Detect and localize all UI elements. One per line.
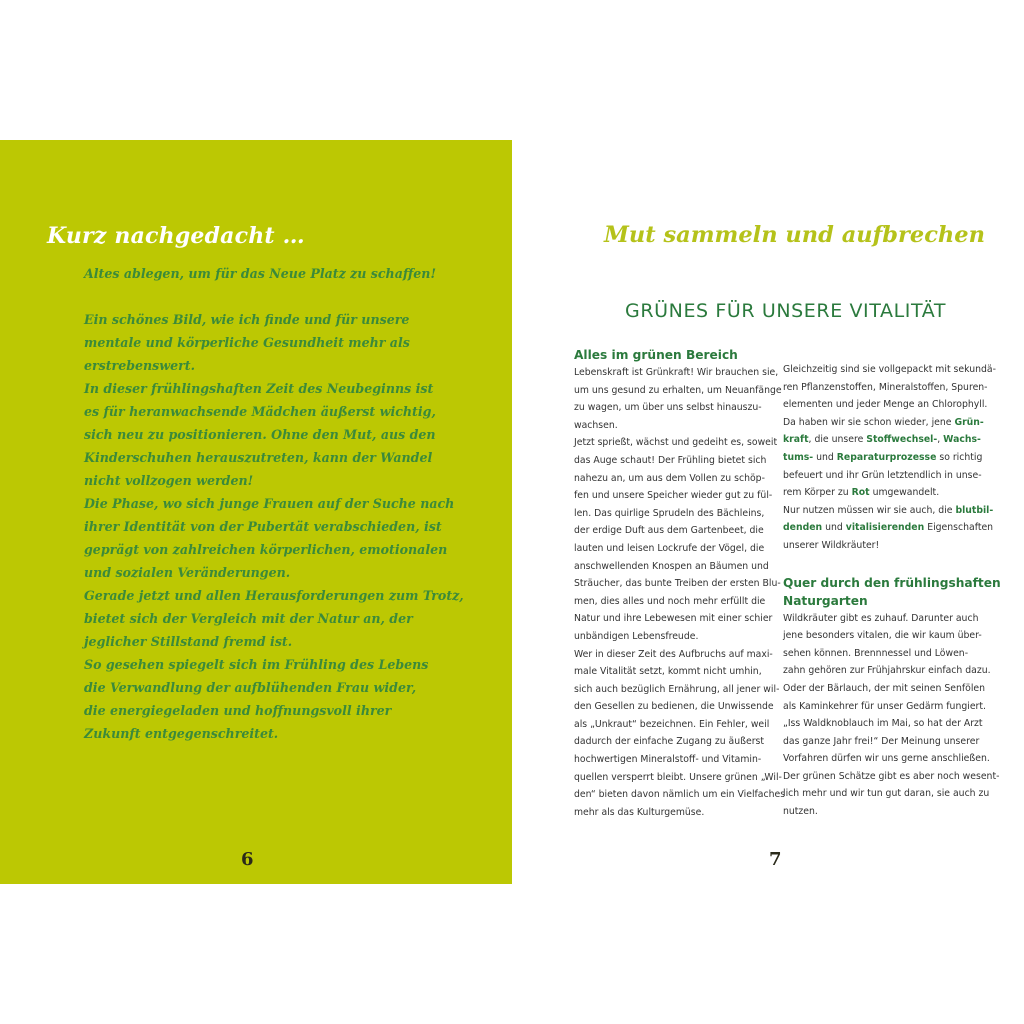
body-line: nahezu an, um aus dem Vollen zu schöp- xyxy=(574,472,765,484)
left-page-title: Kurz nachgedacht … xyxy=(47,223,305,249)
right-page-title: Mut sammeln und aufbrechen xyxy=(604,222,985,248)
body-line: Vorfahren dürfen wir uns gerne anschließen. xyxy=(783,753,990,765)
body-line: lich mehr und wir tun gut daran, sie auch zu xyxy=(783,788,990,800)
body-line: ren Pflanzenstoffen, Mineralstoffen, Spuren- xyxy=(783,381,988,393)
body-line: Der grünen Schätze gibt es aber noch wesent- xyxy=(783,770,1000,782)
body-line: „Iss Waldknoblauch im Mai, so hat der Arzt xyxy=(783,718,983,730)
left-line: sich neu zu positionieren. Ohne den Mut, aus den xyxy=(84,427,436,442)
body-line: Lebenskraft ist Grünkraft! Wir brauchen sie, xyxy=(574,367,779,378)
body-line: als Kaminkehrer für unser Gedärm fungiert. xyxy=(783,700,986,712)
body-line: Natur und ihre Lebewesen mit einer schier xyxy=(574,613,773,625)
body-line: zahn gehören zur Frühjahrskur einfach dazu. xyxy=(783,665,991,677)
left-line: es für heranwachsende Mädchen äußerst wichtig, xyxy=(84,404,436,419)
left-line: Die Phase, wo sich junge Frauen auf der Suche nach xyxy=(84,496,455,511)
text-run: Nur nutzen müssen wir sie auch, die xyxy=(783,504,956,516)
left-line: jeglicher Stillstand fremd ist. xyxy=(84,634,293,649)
body-line xyxy=(783,502,994,520)
body-line: den Gesellen zu bedienen, die Unwissende xyxy=(574,701,774,713)
left-line: Ein schönes Bild, wie ich finde und für unsere xyxy=(84,312,410,327)
left-line: Gerade jetzt und allen Herausforderungen zum Trotz, xyxy=(84,588,464,603)
section-heading: GRÜNES FÜR UNSERE VITALITÄT xyxy=(625,300,947,322)
left-line: erstrebenswert. xyxy=(84,358,195,373)
left-page xyxy=(0,140,512,884)
body-line: das Auge schaut! Der Frühling bietet sich xyxy=(574,454,767,466)
left-line: die Verwandlung der aufblühenden Frau wider, xyxy=(84,680,417,695)
body-line: wachsen. xyxy=(574,419,618,431)
body-line: der erdige Duft aus dem Gartenbeet, die xyxy=(574,525,764,537)
highlight-rot: Rot xyxy=(851,487,870,499)
text-run: Eigenschaften xyxy=(924,522,994,534)
body-line xyxy=(783,519,994,537)
left-page-body xyxy=(84,262,464,745)
left-line: nicht vollzogen werden! xyxy=(84,473,254,488)
body-line: sich auch bezüglich Ernährung, all jener wil- xyxy=(574,683,780,695)
left-line: Kinderschuhen herauszutreten, kann der Wandel xyxy=(84,450,433,465)
text-run: umgewandelt. xyxy=(869,487,940,499)
body-line: men, dies alles und noch mehr erfüllt die xyxy=(574,595,766,607)
right-page-right-column xyxy=(783,361,1001,821)
text-run: rem Körper zu xyxy=(783,487,852,499)
body-line: unserer Wildkräuter! xyxy=(783,539,880,551)
column-subheading: Alles im grünen Bereich xyxy=(574,348,738,362)
highlight-reparaturprozesse: Reparaturprozesse xyxy=(836,451,937,463)
text-run: Da haben wir sie schon wieder, jene xyxy=(783,416,955,428)
page-number-left: 6 xyxy=(241,849,254,870)
body-line xyxy=(783,431,981,449)
highlight-wachstums: tums- xyxy=(783,451,814,463)
body-line: nutzen. xyxy=(783,806,818,818)
column-subheading: Naturgarten xyxy=(783,593,868,608)
highlight-gruenkraft: Grün- xyxy=(954,416,984,428)
left-line: geprägt von zahlreichen körperlichen, emotionalen xyxy=(84,542,448,557)
highlight-gruenkraft: kraft xyxy=(783,434,809,446)
body-line: elementen und jeder Menge an Chlorophyll. xyxy=(783,399,988,411)
left-intro: Altes ablegen, um für das Neue Platz zu schaffen! xyxy=(84,266,436,281)
body-line: als „Unkraut“ bezeichnen. Ein Fehler, weil xyxy=(574,718,770,730)
body-line xyxy=(783,414,984,432)
body-line: Wildkräuter gibt es zuhauf. Darunter auch xyxy=(783,612,979,624)
highlight-blutbildenden: denden xyxy=(783,522,823,534)
highlight-blutbildenden: blutbil- xyxy=(955,504,994,516)
text-run: so richtig xyxy=(936,451,983,463)
body-line: den“ bieten davon nämlich um ein Vielfaches xyxy=(574,789,786,801)
left-line: mentale und körperliche Gesundheit mehr als xyxy=(84,335,410,350)
left-line: bietet sich der Vergleich mit der Natur an, der xyxy=(84,611,413,626)
left-line: Zukunft entgegenschreitet. xyxy=(84,726,279,741)
body-line: anschwellenden Knospen an Bäumen und xyxy=(574,560,769,572)
body-line: len. Das quirlige Sprudeln des Bächleins, xyxy=(574,507,765,519)
body-line: das ganze Jahr frei!“ Der Meinung unserer xyxy=(783,735,980,747)
body-line: unbändigen Lebensfreude. xyxy=(574,630,699,642)
column-subheading: Quer durch den frühlingshaften xyxy=(783,575,1001,590)
text-run: und xyxy=(822,522,846,534)
page-number-right: 7 xyxy=(769,849,782,870)
text-run: und xyxy=(813,451,837,463)
body-line: zu wagen, um über uns selbst hinauszu- xyxy=(574,402,762,414)
left-line: In dieser frühlingshaften Zeit des Neubeginns ist xyxy=(84,381,434,396)
body-line: Sträucher, das bunte Treiben der ersten Blu- xyxy=(574,578,781,590)
left-line: und sozialen Veränderungen. xyxy=(84,565,291,580)
text-run: , xyxy=(937,434,944,446)
right-page-left-column xyxy=(574,346,786,821)
left-line: ihrer Identität von der Pubertät verabschieden, ist xyxy=(84,519,442,534)
body-line: mehr als das Kulturgemüse. xyxy=(574,806,705,818)
highlight-wachstums: Wachs- xyxy=(943,434,981,446)
body-line xyxy=(783,484,981,502)
body-line: um uns gesund zu erhalten, um Neuanfänge xyxy=(574,384,782,396)
body-line: Jetzt sprießt, wächst und gedeiht es, soweit xyxy=(574,437,778,449)
body-line: jene besonders vitalen, die wir kaum über- xyxy=(783,630,982,642)
left-line: So gesehen spiegelt sich im Frühling des Lebens xyxy=(84,657,429,672)
body-line: dadurch der einfache Zugang zu äußerst xyxy=(574,736,765,748)
body-line: hochwertigen Mineralstoff- und Vitamin- xyxy=(574,754,762,766)
highlight-vitalisierenden: vitalisierenden xyxy=(845,522,925,534)
body-line: befeuert und ihr Grün letztendlich in unse- xyxy=(783,469,982,481)
body-line: fen und unsere Speicher wieder gut zu fül- xyxy=(574,490,773,502)
highlight-stoffwechsel: Stoffwechsel- xyxy=(866,434,938,446)
body-line: Wer in dieser Zeit des Aufbruchs auf maxi- xyxy=(574,648,773,660)
left-line: die energiegeladen und hoffnungsvoll ihrer xyxy=(84,703,392,718)
body-line: Gleichzeitig sind sie vollgepackt mit sekundä- xyxy=(783,364,996,375)
text-run: , die unsere xyxy=(808,434,867,446)
body-line: sehen können. Brennnessel und Löwen- xyxy=(783,647,969,659)
body-line: quellen versperrt bleibt. Unsere grünen „Wil- xyxy=(574,771,782,783)
body-line: Oder der Bärlauch, der mit seinen Senfölen xyxy=(783,682,986,694)
body-line: male Vitalität setzt, kommt nicht umhin, xyxy=(574,666,762,678)
body-line xyxy=(783,449,981,467)
body-line: lauten und leisen Lockrufe der Vögel, die xyxy=(574,542,765,554)
